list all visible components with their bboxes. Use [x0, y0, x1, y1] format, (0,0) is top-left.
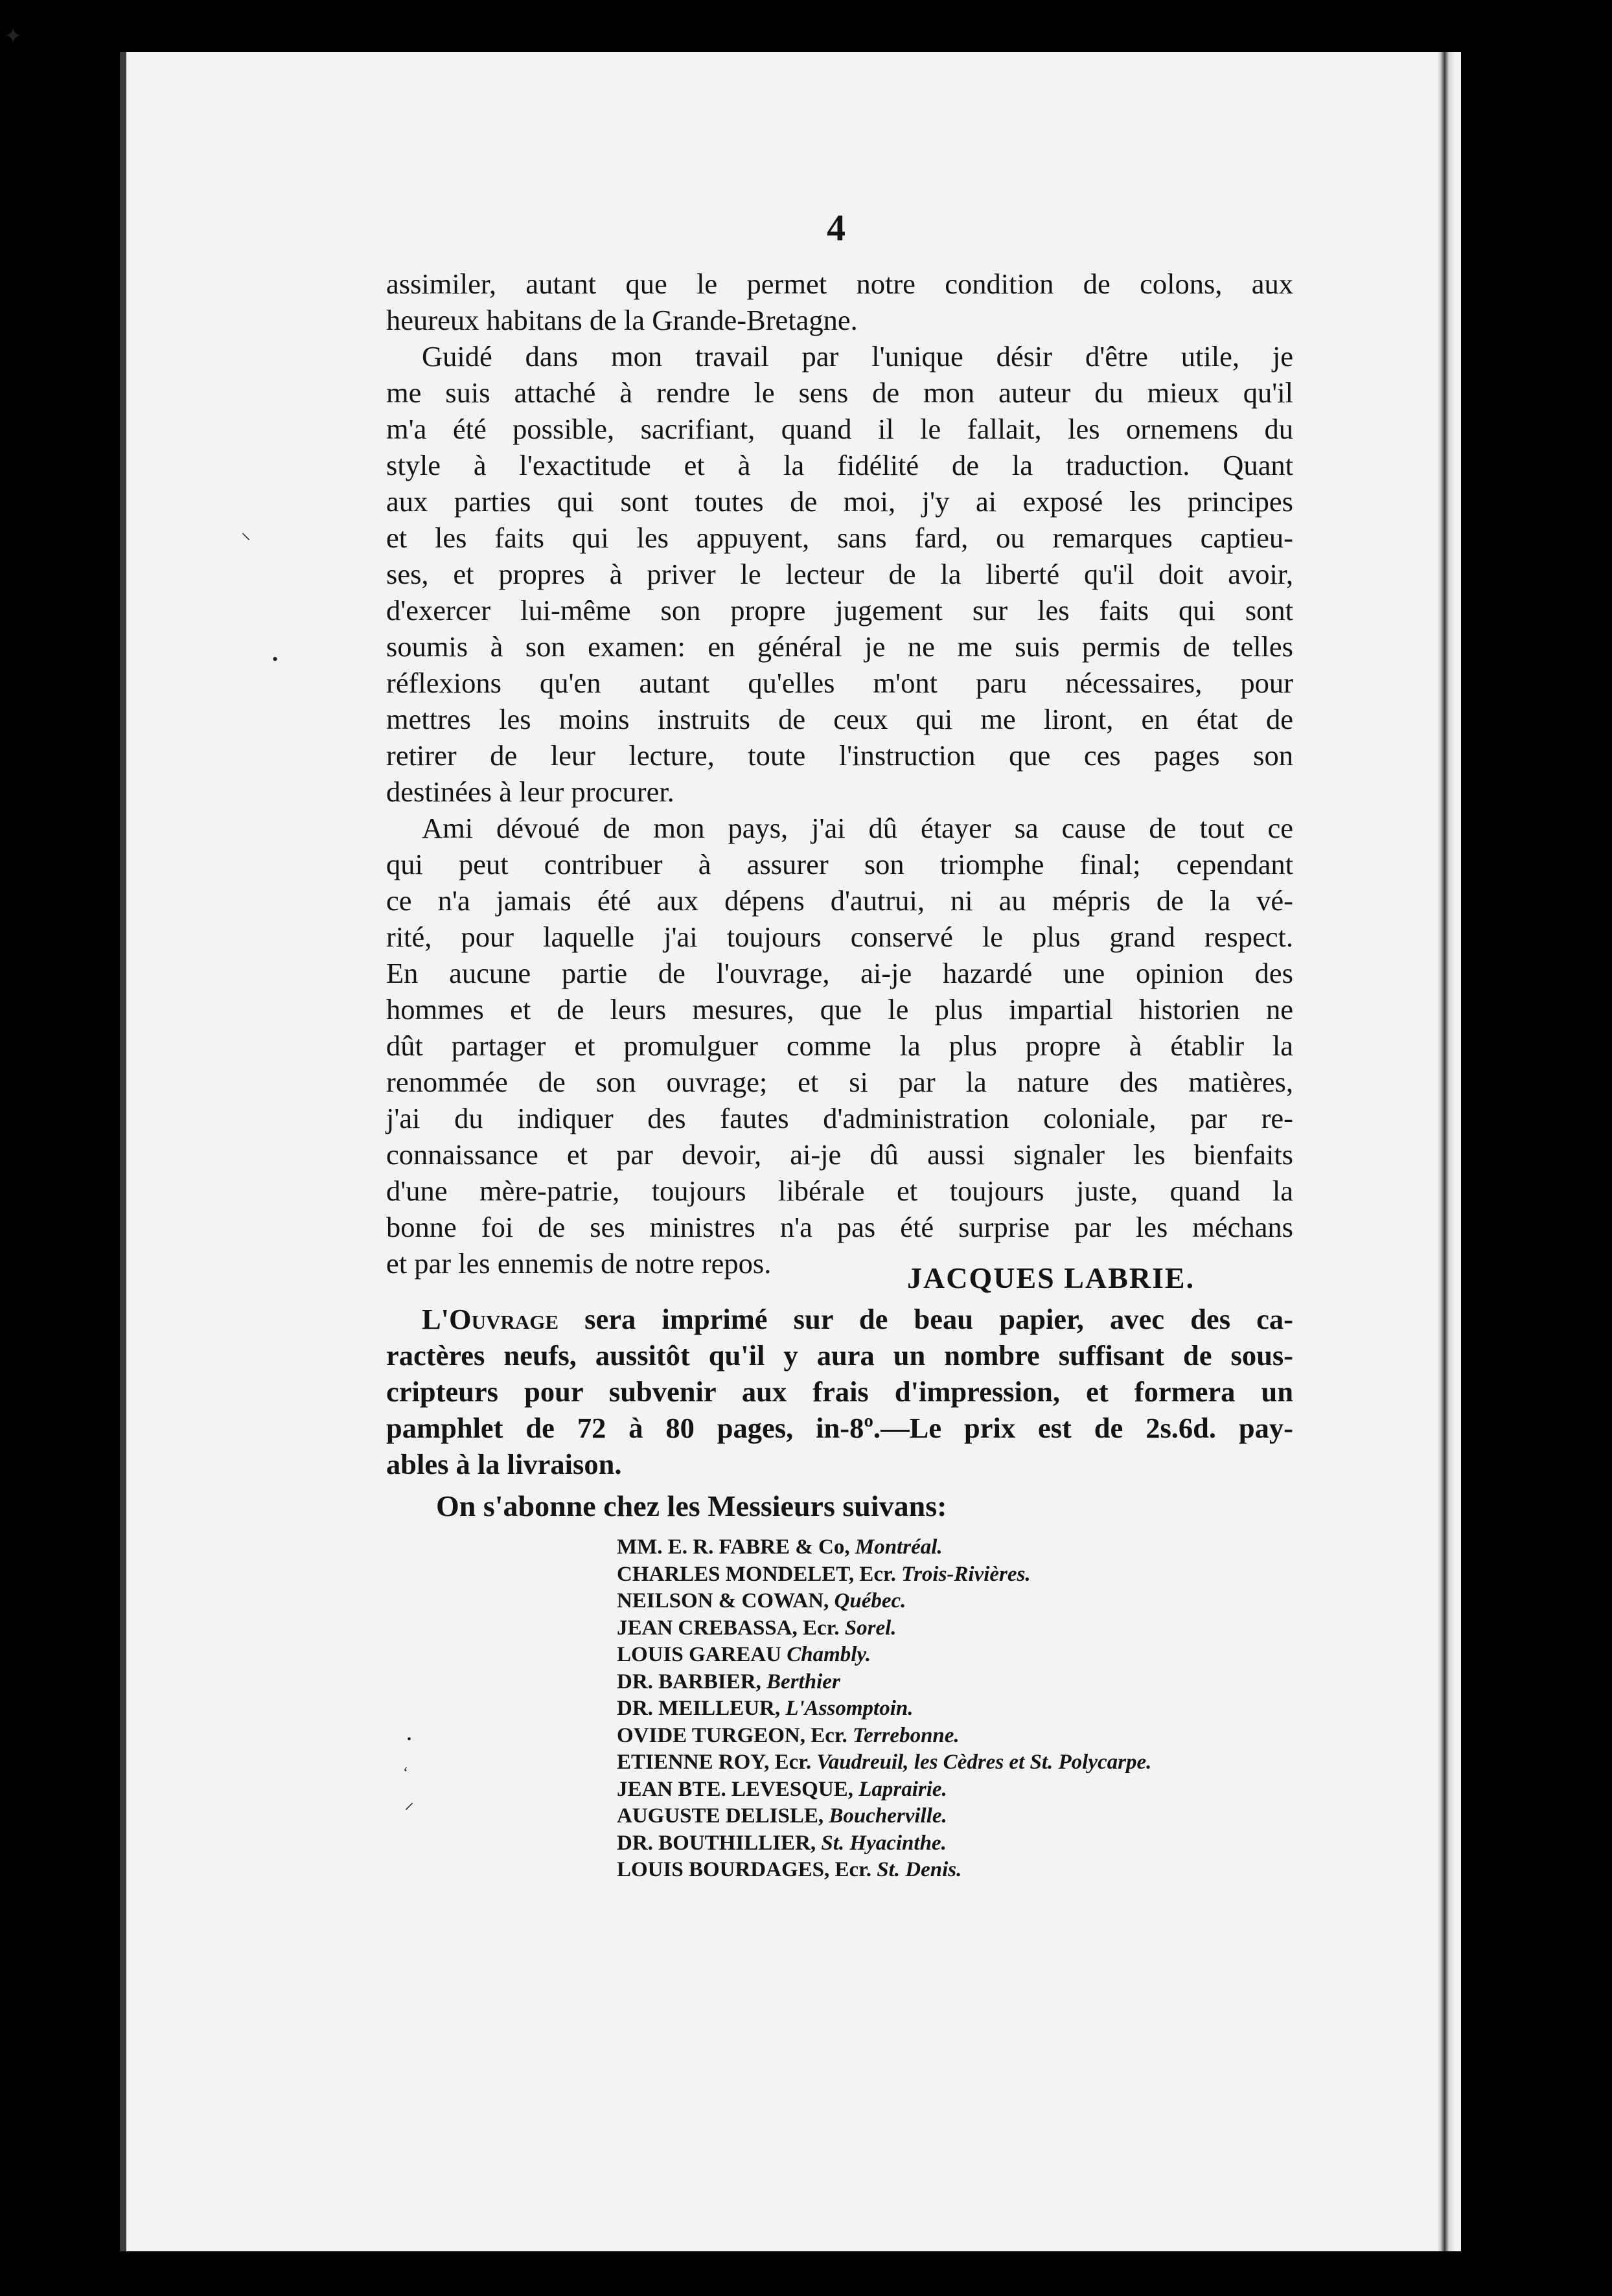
agent-name: LOUIS BOURDAGES, Ecr. — [617, 1858, 872, 1881]
agent-entry — [617, 1695, 1151, 1723]
agent-entry — [617, 1588, 1151, 1615]
speck-mark: ⸍ — [404, 1800, 414, 1821]
text-line: Ami dévoué de mon pays, j'ai dû étayer sa cause de tout ce — [422, 812, 1293, 844]
text-line: ce n'a jamais été aux dépens d'autrui, ni au mépris de la vé- — [386, 884, 1293, 917]
agent-entry — [617, 1776, 1151, 1804]
agent-entry — [617, 1857, 1151, 1884]
text-line: d'une mère-patrie, toujours libérale et toujours juste, quand la — [386, 1175, 1293, 1207]
text-line: et les faits qui les appuyent, sans fard, ou remarques captieu- — [386, 522, 1293, 554]
agent-entry — [617, 1561, 1151, 1589]
text-line: assimiler, autant que le permet notre condition de colons, aux — [386, 268, 1293, 300]
text-line: rité, pour laquelle j'ai toujours conservé le plus grand respect. — [386, 921, 1293, 953]
agent-place: Sorel. — [844, 1616, 897, 1640]
text-line: bonne foi de ses ministres n'a pas été surprise par les méchans — [386, 1211, 1293, 1243]
text-line: connaissance et par devoir, ai-je dû aussi signaler les bienfaits — [386, 1138, 1293, 1171]
agent-entry — [617, 1749, 1151, 1776]
notice-line: sera imprimé sur de beau papier, avec des ca- — [558, 1303, 1293, 1335]
text-line: d'exercer lui-même son propre jugement sur les faits qui sont — [386, 594, 1293, 626]
agent-place: Chambly. — [787, 1643, 871, 1666]
subscription-heading: On s'abonne chez les Messieurs suivans: — [436, 1489, 947, 1522]
text-line: qui peut contribuer à assurer son triomphe final; cependant — [386, 848, 1293, 880]
text-line: style à l'exactitude et à la fidélité de la traduction. Quant — [386, 449, 1293, 481]
notice-line: ractères neufs, aussitôt qu'il y aura un nombre suffisant de sous- — [386, 1339, 1293, 1372]
agent-entry — [617, 1534, 1151, 1561]
agent-name: MM. E. R. FABRE & Co, — [617, 1535, 850, 1559]
agent-place: Laprairie. — [858, 1777, 947, 1801]
agent-place: Québec. — [834, 1589, 906, 1613]
speck-mark: • — [272, 650, 279, 669]
agent-name: DR. BARBIER, — [617, 1670, 761, 1693]
agent-entry — [617, 1615, 1151, 1642]
agent-entry — [617, 1830, 1151, 1857]
agent-place: Terrebonne. — [852, 1723, 960, 1747]
agent-place: Berthier — [766, 1670, 840, 1693]
agent-list — [617, 1534, 1151, 1884]
page-number: 4 — [827, 207, 846, 249]
agent-name: NEILSON & COWAN, — [617, 1589, 829, 1613]
agent-entry — [617, 1723, 1151, 1750]
agent-name: DR. BOUTHILLIER, — [617, 1831, 816, 1855]
agent-name: AUGUSTE DELISLE, — [617, 1804, 824, 1828]
agent-place: Montréal. — [855, 1535, 943, 1559]
speck-mark: ✦ — [4, 25, 23, 49]
agent-name: JEAN BTE. LEVESQUE, — [617, 1777, 853, 1801]
agent-name: LOUIS GAREAU — [617, 1643, 781, 1666]
speck-mark: • — [407, 1732, 412, 1747]
notice-line: cripteurs pour subvenir aux frais d'impression, et formera un — [386, 1375, 1293, 1408]
text-line: heureux habitans de la Grande-Bretagne. — [386, 304, 858, 336]
text-line: j'ai du indiquer des fautes d'administration coloniale, par re- — [386, 1102, 1293, 1134]
text-line: me suis attaché à rendre le sens de mon auteur du mieux qu'il — [386, 376, 1293, 409]
text-line: dût partager et promulguer comme la plus propre à établir la — [386, 1029, 1293, 1062]
text-line: aux parties qui sont toutes de moi, j'y ai exposé les principes — [386, 485, 1293, 518]
agent-entry — [617, 1803, 1151, 1830]
agent-place: St. Hyacinthe. — [821, 1831, 947, 1855]
text-line: retirer de leur lecture, toute l'instruction que ces pages son — [386, 739, 1293, 772]
text-line: m'a été possible, sacrifiant, quand il le fallait, les ornemens du — [386, 413, 1293, 445]
notice-line: ables à la livraison. — [386, 1448, 622, 1480]
speck-mark: ⸌ — [241, 530, 251, 551]
text-line: mettres les moins instruits de ceux qui me liront, en état de — [386, 703, 1293, 735]
text-line: soumis à son examen: en général je ne me suis permis de telles — [386, 630, 1293, 663]
main-text — [386, 266, 1293, 1281]
paragraph-1 — [386, 266, 1293, 338]
agent-place: St. Denis. — [877, 1858, 962, 1881]
agent-name: OVIDE TURGEON, Ecr. — [617, 1723, 847, 1747]
agent-name: ETIENNE ROY, Ecr. — [617, 1751, 812, 1774]
text-line: Guidé dans mon travail par l'unique désir d'être utile, je — [422, 340, 1293, 373]
agent-name: CHARLES MONDELET, Ecr. — [617, 1562, 896, 1586]
paragraph-2 — [386, 338, 1293, 810]
agent-place: Vaudreuil, les Cèdres et St. Polycarpe. — [816, 1751, 1152, 1774]
text-line: et par les ennemis de notre repos. — [386, 1247, 772, 1280]
agent-entry — [617, 1642, 1151, 1669]
text-line: réflexions qu'en autant qu'elles m'ont paru nécessaires, pour — [386, 667, 1293, 699]
publication-notice — [386, 1301, 1293, 1482]
text-line: ses, et propres à priver le lecteur de la liberté qu'il doit avoir, — [386, 558, 1293, 590]
author-signature: JACQUES LABRIE. — [907, 1261, 1195, 1294]
text-line: hommes et de leurs mesures, que le plus impartial historien ne — [386, 993, 1293, 1026]
agent-place: Trois-Rivières. — [901, 1562, 1031, 1586]
text-line: En aucune partie de l'ouvrage, ai-je hazardé une opinion des — [386, 957, 1293, 989]
speck-mark: ‘ — [403, 1765, 408, 1782]
text-line: renommée de son ouvrage; et si par la nature des matières, — [386, 1066, 1293, 1098]
text-line: destinées à leur procurer. — [386, 775, 674, 808]
agent-place: L'Assomptoin. — [785, 1697, 914, 1720]
text-line — [386, 1301, 1293, 1337]
agent-name: JEAN CREBASSA, Ecr. — [617, 1616, 840, 1640]
notice-line: pamphlet de 72 à 80 pages, in-8º.—Le prix est de 2s.6d. pay- — [386, 1412, 1293, 1444]
notice-lead: L'Ouvrage — [422, 1303, 558, 1335]
paragraph-3 — [386, 810, 1293, 1281]
agent-place: Boucherville. — [829, 1804, 947, 1828]
agent-name: DR. MEILLEUR, — [617, 1697, 781, 1720]
agent-entry — [617, 1669, 1151, 1696]
page-fold-shadow — [1437, 52, 1454, 2251]
